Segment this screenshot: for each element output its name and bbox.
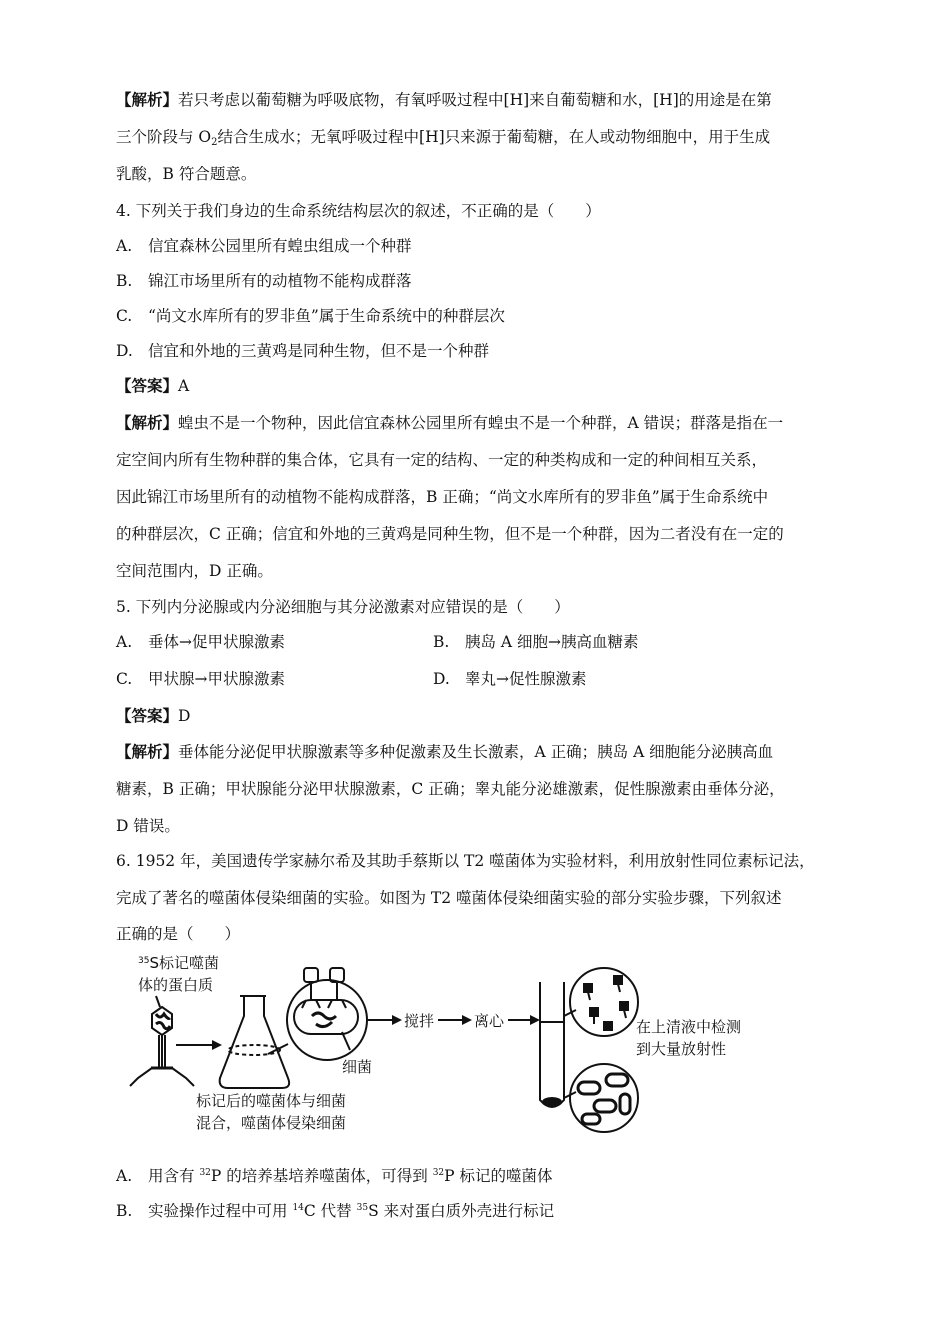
test-tube-icon bbox=[540, 982, 564, 1107]
q6-stem-line-2: 完成了著名的噬菌体侵染细菌的实验。如图为 T2 噬菌体侵染细菌实验的部分实验步骤，下列叙述 bbox=[116, 889, 782, 907]
q5-answer: 【答案】D bbox=[116, 706, 191, 725]
label-stir: 搅拌 bbox=[404, 1012, 435, 1030]
q4-analysis-line-3: 因此锦江市场里所有的动植物不能构成群落，B 正确；“尚文水库所有的罗非鱼”属于生命系统中 bbox=[116, 488, 769, 506]
analysis-label: 【解析】 bbox=[116, 90, 179, 109]
q6-stem-line-3: 正确的是（ ） bbox=[116, 925, 241, 943]
q4-option-a: A. 信宜森林公园里所有蝗虫组成一个种群 bbox=[116, 237, 412, 255]
flask-icon bbox=[220, 996, 289, 1088]
arrow-to-flask bbox=[176, 1040, 222, 1050]
q4-analysis-line-4: 的种群层次，C 正确；信宜和外地的三黄鸡是同种生物，但不是一个种群，因为二者没有在一定的 bbox=[116, 525, 784, 543]
q4-option-b: B. 锦江市场里所有的动植物不能构成群落 bbox=[116, 272, 412, 290]
q5-analysis-line-3: D 错误。 bbox=[116, 817, 180, 835]
supernatant-circle bbox=[564, 968, 638, 1036]
q5-option-c: C. 甲状腺→甲状腺激素 bbox=[116, 670, 285, 688]
q4-stem: 4. 下列关于我们身边的生命系统结构层次的叙述，不正确的是（ ） bbox=[116, 202, 601, 220]
q6-option-b: B. 实验操作过程中可用 $^{14}$C 代替 $^{35}$S 来对蛋白质外壳进行标记 bbox=[116, 1202, 555, 1220]
arrow-to-tube bbox=[508, 1015, 540, 1025]
label-result-line-2: 到大量放射性 bbox=[636, 1040, 727, 1058]
phage-icon bbox=[130, 996, 194, 1086]
label-protein-line-1: $^{35}$S标记噬菌 bbox=[138, 954, 219, 972]
arrow-to-centrifuge bbox=[438, 1015, 472, 1025]
q6-stem-line-1: 6. 1952 年，美国遗传学家赫尔希及其助手蔡斯以 T2 噬菌体为实验材料，利用放射性同位素标记法， bbox=[116, 852, 815, 870]
q5-analysis-line-1: 【解析】垂体能分泌促甲状腺激素等多种促激素及生长激素，A 正确；胰岛 A 细胞能分泌胰高血 bbox=[116, 742, 774, 761]
q3-analysis-line-3: 乳酸，B 符合题意。 bbox=[116, 165, 257, 183]
label-centrifuge: 离心 bbox=[474, 1012, 505, 1030]
arrow-to-stir bbox=[368, 1015, 402, 1025]
q4-analysis-line-5: 空间范围内，D 正确。 bbox=[116, 562, 273, 580]
q5-stem: 5. 下列内分泌腺或内分泌细胞与其分泌激素对应错误的是（ ） bbox=[116, 598, 570, 616]
q5-option-d: D. 睾丸→促性腺激素 bbox=[433, 670, 587, 688]
label-result-line-1: 在上清液中检测 bbox=[636, 1018, 742, 1036]
q5-option-a: A. 垂体→促甲状腺激素 bbox=[116, 633, 285, 651]
label-mix-line-2: 混合，噬菌体侵染细菌 bbox=[196, 1114, 347, 1132]
q5-analysis-line-2: 糖素，B 正确；甲状腺能分泌甲状腺激素，C 正确；睾丸能分泌雄激素，促性腺激素由垂体分泌， bbox=[116, 780, 785, 798]
q4-option-d: D. 信宜和外地的三黄鸡是同种生物，但不是一个种群 bbox=[116, 342, 490, 360]
q4-option-c: C. “尚文水库所有的罗非鱼”属于生命系统中的种群层次 bbox=[116, 307, 505, 325]
q5-option-b: B. 胰岛 A 细胞→胰高血糖素 bbox=[433, 633, 639, 651]
label-protein-line-2: 体的蛋白质 bbox=[138, 976, 214, 994]
label-bacteria: 细菌 bbox=[342, 1058, 373, 1076]
pellet-circle bbox=[564, 1064, 638, 1132]
q3-analysis-line-2: 三个阶段与 $O_2$结合生成水；无氧呼吸过程中[H]只来源于葡萄糖，在人或动物细胞中，用于生成 bbox=[116, 128, 771, 148]
q4-answer: 【答案】A bbox=[116, 376, 190, 395]
q6-option-a: A. 用含有 $^{32}$P 的培养基培养噬菌体，可得到 $^{32}$P 标记的噬菌体 bbox=[116, 1167, 553, 1185]
phage-experiment-figure bbox=[116, 950, 776, 1140]
q4-analysis-line-1: 【解析】蝗虫不是一个物种，因此信宜森林公园里所有蝗虫不是一个种群，A 错误；群落是指在一 bbox=[116, 413, 784, 432]
q4-analysis-line-2: 定空间内所有生物种群的集合体，它具有一定的结构、一定的种类构成和一定的种间相互关系， bbox=[116, 451, 768, 469]
magnified-bacterium-circle bbox=[268, 968, 367, 1060]
q3-analysis-line-1: 【解析】若只考虑以葡萄糖为呼吸底物，有氧呼吸过程中[H]来自葡萄糖和水，[H]的用途是在第 bbox=[116, 90, 772, 109]
label-mix-line-1: 标记后的噬菌体与细菌 bbox=[196, 1092, 347, 1110]
